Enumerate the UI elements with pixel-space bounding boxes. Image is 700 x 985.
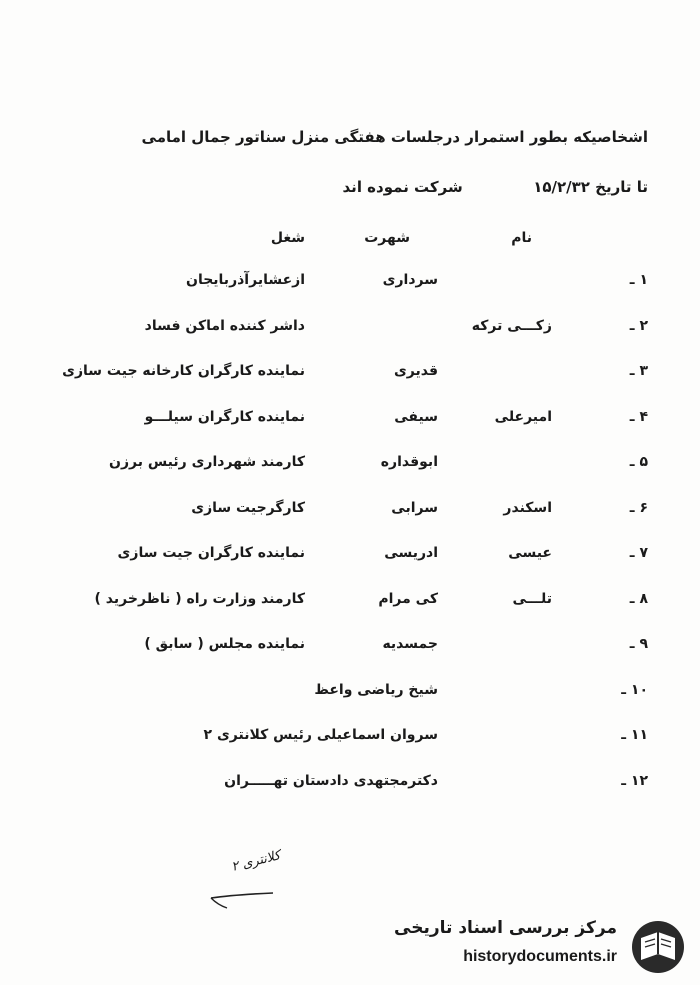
- attendee-row: [0, 773, 700, 803]
- row-job: نماینده کارگران کارخانه جیت سازی: [62, 363, 305, 379]
- attendee-row: [0, 272, 700, 302]
- attendee-row: [0, 727, 700, 757]
- attendee-row: [0, 500, 700, 530]
- attendee-row: [0, 454, 700, 484]
- column-header-name: نام: [511, 230, 532, 246]
- date-line: تا تاریخ ۱۵/۲/۳۲: [533, 178, 648, 196]
- attendee-row: [0, 636, 700, 666]
- attendance-text: شرکت نموده اند: [342, 178, 463, 196]
- column-header-job: شغل: [270, 230, 305, 246]
- attendee-row: [0, 318, 700, 348]
- attendee-row: [0, 409, 700, 439]
- row-number: ۴ ـ: [629, 408, 648, 425]
- document-heading: اشخاصیکه بطور استمرار درجلسات هفتگی منزل سناتور جمال امامی: [141, 128, 648, 146]
- row-family: کی مرام: [378, 590, 438, 607]
- row-number: ۱ ـ: [629, 272, 648, 288]
- row-job: کارگرجیت سازی: [191, 499, 305, 516]
- row-family: جمسدیه: [382, 636, 438, 652]
- row-number: ۱۲ ـ: [621, 772, 648, 789]
- watermark: [394, 912, 695, 980]
- row-number: ۳ ـ: [629, 363, 648, 379]
- row-number: ۱۱ ـ: [621, 727, 648, 743]
- row-family: قدیری: [393, 363, 438, 379]
- row-job: کارمند وزارت راه ( ناظرخرید ): [94, 590, 305, 607]
- row-number: ۸ ـ: [629, 590, 648, 607]
- attendee-row: [0, 682, 700, 712]
- attendee-row: [0, 591, 700, 621]
- row-number: ۱۰ ـ: [621, 681, 648, 698]
- signature-text: کلانتری ۲: [229, 848, 283, 875]
- watermark-title: مرکز بررسی اسناد تاریخی: [394, 918, 617, 938]
- signature: [205, 848, 285, 918]
- row-job: نماینده کارگران جیت سازی: [117, 545, 305, 561]
- row-family: ابوقداره: [380, 454, 438, 470]
- row-text: شیخ ریاضی واعظ: [314, 681, 438, 698]
- row-job: ازعشایرآذربایجان: [186, 272, 305, 288]
- attendee-row: [0, 363, 700, 393]
- document-subheading: [48, 178, 648, 196]
- row-number: ۲ ـ: [629, 317, 648, 334]
- row-name: امیرعلی: [494, 408, 552, 425]
- row-text: سروان اسماعیلی رئیس کلانتری ۲: [203, 727, 438, 743]
- row-family: سرداری: [382, 272, 438, 288]
- column-header-family: شهرت: [364, 230, 410, 246]
- row-number: ۹ ـ: [629, 636, 648, 652]
- row-family: سیفی: [394, 408, 438, 425]
- row-number: ۷ ـ: [629, 545, 648, 561]
- row-name: عیسی: [508, 545, 552, 561]
- row-name: اسکندر: [503, 499, 552, 516]
- row-job: نماینده مجلس ( سابق ): [144, 636, 305, 652]
- row-family: سرابی: [391, 499, 438, 516]
- row-text: زکـــی ترکه: [471, 317, 552, 334]
- row-name: تلـــی: [512, 590, 552, 607]
- row-job: داشر کننده اماکن فساد: [144, 317, 305, 334]
- archive-logo-icon: [627, 918, 689, 976]
- watermark-url: historydocuments.ir: [463, 948, 617, 965]
- row-number: ۶ ـ: [629, 499, 648, 516]
- row-text: دکترمجتهدی دادستان تهـــــران: [224, 772, 438, 789]
- row-job: نماینده کارگران سیلـــو: [144, 408, 305, 425]
- row-job: کارمند شهرداری رئیس برزن: [109, 454, 305, 470]
- row-family: ادریسی: [384, 545, 438, 561]
- attendee-row: [0, 545, 700, 575]
- row-number: ۵ ـ: [629, 454, 648, 470]
